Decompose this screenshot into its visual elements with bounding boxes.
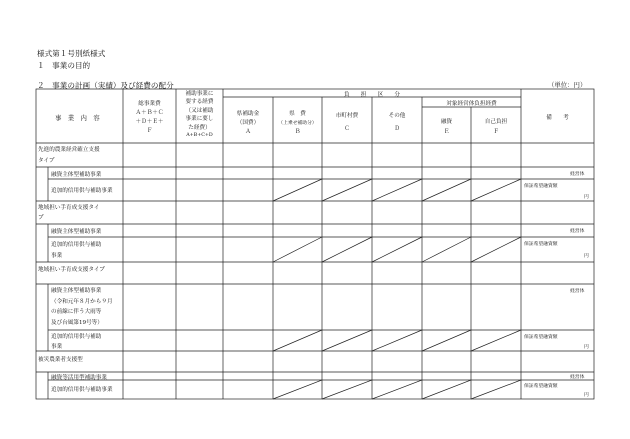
item-finance-utilization: 融資等活用型補助事業 (51, 375, 107, 381)
item-additional-credit: 追加的信用供与補助事業 (51, 188, 113, 194)
header-content: 事 業 内 容 (55, 114, 100, 122)
note-yen: 円 (584, 254, 589, 259)
row-title-regional-disaster: 地域担い手育成支援タイプ (38, 267, 105, 273)
note-entities: 経営体 (570, 289, 585, 294)
header-municipal: 市町村費 Ｃ (335, 113, 359, 132)
diagonal-marks (273, 179, 521, 399)
note-entities: 経営体 (570, 375, 585, 380)
row-title-disaster-farmers: 被災農業者支援型 (38, 357, 83, 363)
item-loan-subsidy-disaster: 融資主体型補助事業 （令和元年８月から９月 の前線に伴う大雨等 及び台風第19号等） (51, 288, 113, 326)
note-guarantee: 保証希望融資額 (524, 242, 558, 247)
header-subsidy-expense: 補助事業に 要する経費 （又は補助 事業に要し た経費） A+B+C+D (185, 91, 214, 139)
unit-label: （単位：円） (548, 81, 587, 89)
header-finance: 融資 Ｅ (440, 119, 453, 135)
header-pref-cost: 県 費 （上乗せ補助分） Ｂ (278, 111, 317, 135)
item-loan-subsidy: 融資主体型補助事業 (51, 229, 102, 235)
note-yen: 円 (584, 345, 589, 350)
note-guarantee: 保証希望融資額 (524, 184, 558, 189)
note-guarantee: 保証希望融資額 (524, 335, 558, 340)
section-1-heading: １ 事業の目的 (37, 61, 91, 70)
header-remarks: 備 考 (546, 115, 569, 121)
header-burden-division: 負 担 区 分 (344, 92, 400, 98)
note-entities: 経営体 (570, 229, 585, 234)
note-entities: 経営体 (570, 172, 585, 177)
form-title: 様式第１号別紙様式 (37, 49, 106, 58)
header-self-fund: 自己負担 Ｆ (484, 119, 508, 135)
item-additional-credit: 追加的信用供与補助 事業 (51, 242, 102, 259)
header-target-burden: 対象経営体負担経費 (446, 101, 497, 107)
header-other: その他 Ｄ (388, 113, 406, 132)
item-loan-subsidy: 融資主体型補助事業 (51, 172, 102, 178)
item-additional-credit: 追加的信用供与補助 事業 (51, 334, 102, 350)
section-2-heading: ２ 事業の計画（実績）及び経費の配分 (37, 81, 174, 90)
header-total-cost: 総事業費 Ａ＋Ｂ＋Ｃ ＋Ｄ＋Ｅ＋ Ｆ (135, 101, 164, 134)
header-pref-subsidy: 県補助金 （国費） Ａ (236, 111, 260, 135)
row-title-advanced: 先進的農業経営確立支援 タイプ (38, 147, 100, 164)
row-title-regional: 地域担い手育成支援タイ プ (38, 205, 100, 221)
note-yen: 円 (584, 393, 589, 398)
item-additional-credit: 追加的信用供与補助事業 (51, 387, 113, 393)
note-guarantee: 保証希望融資額 (524, 384, 558, 389)
note-yen: 円 (584, 195, 589, 200)
